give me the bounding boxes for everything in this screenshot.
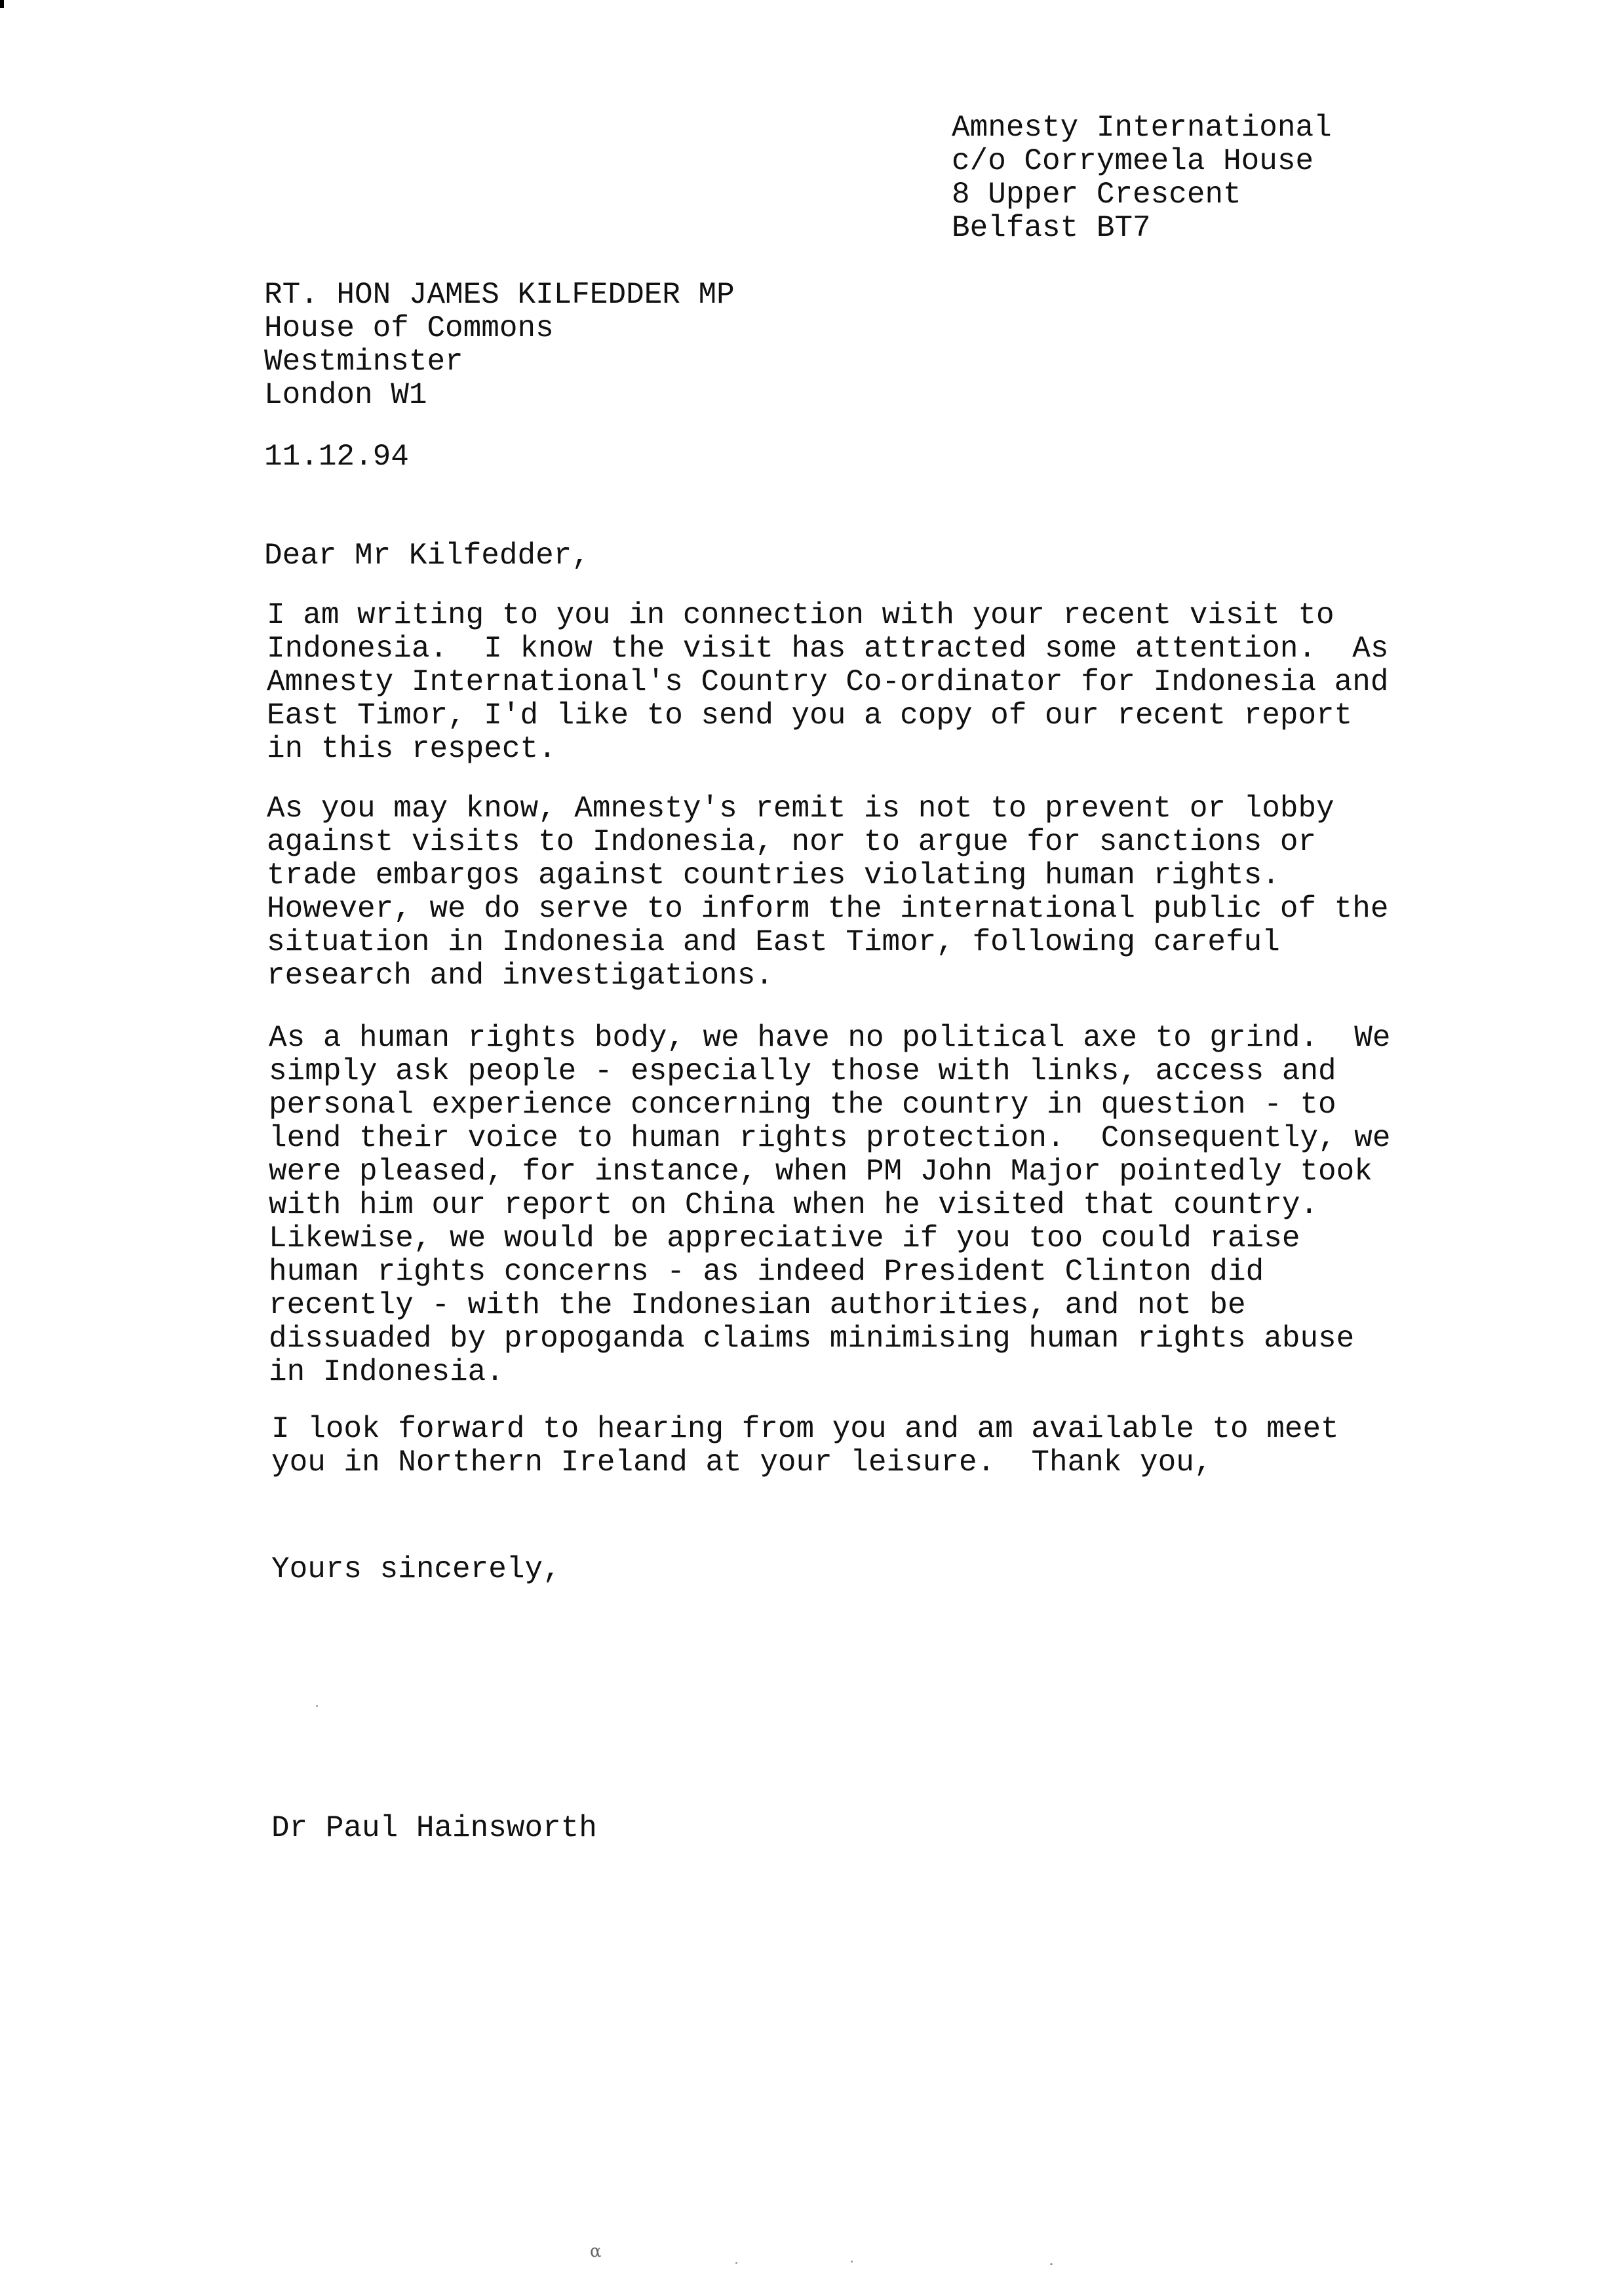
paragraph-line: recently - with the Indonesian authorities, and not be [269,1288,1246,1322]
date-text: 11.12.94 [264,440,409,474]
body-paragraph-3 [269,1022,1390,1389]
paragraph-line: simply ask people - especially those with links, access and [269,1054,1336,1088]
scan-smudge-mark: α [590,2242,602,2261]
letter-date [264,440,409,474]
paragraph-line: dissuaded by propoganda claims minimising human rights abuse [269,1322,1355,1356]
paragraph-line: East Timor, I'd like to send you a copy of our recent report [267,698,1353,733]
salutation-text: Dear Mr Kilfedder, [264,539,590,573]
paragraph-line: I look forward to hearing from you and am available to meet [271,1412,1339,1446]
paragraph-line: with him our report on China when he visited that country. [269,1188,1319,1222]
paragraph-line: you in Northern Ireland at your leisure. Thank you, [271,1445,1213,1480]
paragraph-line: research and investigations. [267,959,773,993]
sender-address-line: Amnesty International [952,111,1332,145]
signatory-name: Dr Paul Hainsworth [271,1811,597,1845]
recipient-address [264,278,735,412]
paragraph-line: human rights concerns - as indeed President Clinton did [269,1255,1264,1289]
paragraph-line: trade embargos against countries violating human rights. [267,858,1280,892]
recipient-address-line: RT. HON JAMES KILFEDDER MP [264,278,735,312]
body-paragraph-2 [267,792,1388,993]
scan-speck [735,2262,737,2264]
body-paragraph-4 [271,1413,1339,1480]
scan-corner-mark [0,0,4,8]
paragraph-line: personal experience concerning the country in question - to [269,1088,1336,1122]
paragraph-line: Amnesty International's Country Co-ordinator for Indonesia and [267,665,1389,699]
recipient-address-line: Westminster [264,345,463,379]
sender-address [952,111,1332,245]
paragraph-line: situation in Indonesia and East Timor, following careful [267,925,1280,959]
closing-text: Yours sincerely, [271,1552,561,1586]
paragraph-line: I am writing to you in connection with your recent visit to [267,598,1334,632]
paragraph-line: were pleased, for instance, when PM John Major pointedly took [269,1155,1372,1189]
paragraph-line: As you may know, Amnesty's remit is not to prevent or lobby [267,792,1334,826]
paragraph-line: As a human rights body, we have no political axe to grind. We [269,1021,1391,1055]
paragraph-line: However, we do serve to inform the international public of the [267,892,1389,926]
recipient-address-line: House of Commons [264,311,554,345]
paragraph-line: against visits to Indonesia, nor to argue for sanctions or [267,825,1317,859]
recipient-address-line: London W1 [264,378,427,412]
scan-speck [316,1705,318,1707]
paragraph-line: Likewise, we would be appreciative if you too could raise [269,1221,1300,1255]
salutation [264,539,590,573]
sender-address-line: Belfast BT7 [952,211,1151,245]
body-paragraph-1 [267,599,1388,766]
paragraph-line: lend their voice to human rights protection. Consequently, we [269,1121,1391,1155]
paragraph-line: Indonesia. I know the visit has attracted some attention. As [267,632,1389,666]
signatory [271,1812,597,1845]
paragraph-line: in this respect. [267,732,556,766]
sender-address-line: 8 Upper Crescent [952,178,1241,212]
scan-speck [1050,2263,1053,2265]
closing [271,1553,561,1586]
sender-address-line: c/o Corrymeela House [952,144,1314,178]
scan-speck [851,2261,853,2263]
paragraph-line: in Indonesia. [269,1355,504,1389]
